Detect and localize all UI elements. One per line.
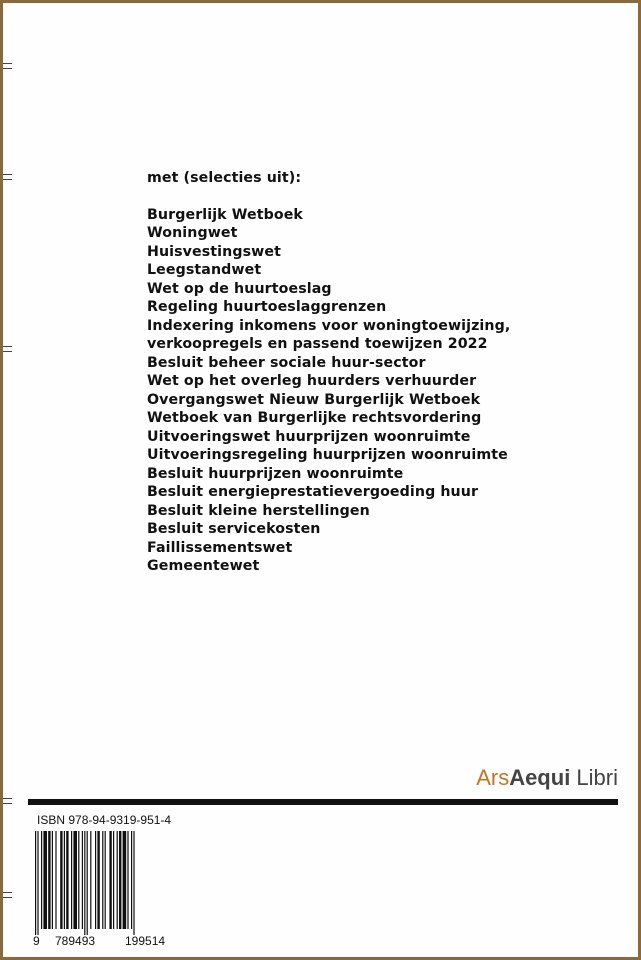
law-item: Wet op de huurtoeslag (147, 280, 332, 297)
law-item: Huisvestingswet (147, 243, 281, 260)
publisher-logo (476, 765, 618, 791)
law-item: Uitvoeringswet huurprijzen woonruimte (147, 428, 471, 445)
edge-mark (3, 798, 12, 804)
barcode-bar (113, 831, 114, 929)
barcode-first-digit: 9 (33, 934, 40, 948)
law-item: Overgangswet Nieuw Burgerlijk Wetboek (147, 391, 481, 408)
barcode-bar (37, 831, 38, 935)
law-item: Besluit kleine herstellingen (147, 502, 370, 519)
barcode (33, 831, 183, 935)
law-item: Besluit energieprestatievergoeding huur (147, 484, 479, 500)
law-item: Leegstandwet (147, 262, 262, 278)
barcode-bar (119, 831, 121, 929)
edge-mark (3, 174, 12, 180)
barcode-bar (87, 831, 88, 935)
barcode-right-group: 199514 (125, 934, 166, 948)
barcode-bar (43, 831, 47, 929)
edge-mark (3, 63, 12, 69)
barcode-bar (52, 831, 53, 929)
barcode-bar (131, 831, 132, 929)
law-item: Besluit servicekosten (147, 521, 321, 537)
barcode-left-group: 789493 (55, 934, 96, 948)
barcode-bar (102, 831, 103, 929)
law-item: Woningwet (147, 225, 238, 241)
law-item: Indexering inkomens voor woningtoewijzing, (147, 317, 511, 334)
intro-text: met (selecties uit): (147, 170, 302, 186)
barcode-bar (127, 831, 128, 929)
law-item: Besluit beheer sociale huur-sector (147, 354, 426, 371)
isbn-label: ISBN 978-94-9319-951-4 (37, 813, 172, 827)
barcode-bar (133, 831, 134, 935)
law-item: verkoopregels en passend toewijzen 2022 (147, 336, 488, 352)
barcode-bar (82, 831, 83, 929)
law-item: Burgerlijk Wetboek (147, 206, 303, 223)
barcode-bar (97, 831, 99, 929)
barcode-bar (109, 831, 111, 929)
barcode-bar (64, 831, 65, 929)
law-item: Wetboek van Burgerlijke rechtsvordering (147, 410, 482, 426)
law-item: Wet op het overleg huurders verhuurder (147, 373, 477, 389)
barcode-bar (60, 831, 62, 929)
contents-block (147, 169, 587, 576)
barcode-bar (105, 831, 106, 929)
logo-libri: Libri (570, 765, 618, 790)
divider-bar (28, 799, 618, 805)
barcode-bar (78, 831, 79, 929)
barcode-bar (35, 831, 36, 935)
law-item: Uitvoeringsregeling huurprijzen woonruimte (147, 447, 508, 463)
barcode-bar (117, 831, 118, 929)
barcode-bar (71, 831, 72, 929)
barcode-bar (73, 831, 77, 929)
barcode-bar (48, 831, 50, 929)
barcode-bar (41, 831, 42, 929)
barcode-bar (123, 831, 127, 929)
barcode-bar (84, 831, 85, 935)
law-item: Gemeentewet (147, 558, 260, 574)
barcode-bar (95, 831, 96, 929)
logo-aequi: Aequi (509, 765, 571, 790)
edge-mark (3, 892, 12, 898)
law-item: Besluit huurprijzen woonruimte (147, 465, 404, 482)
barcode-bar (66, 831, 68, 929)
law-list (147, 206, 587, 576)
barcode-bar (90, 831, 91, 929)
edge-mark (3, 346, 12, 352)
law-item: Faillissementswet (147, 539, 293, 556)
barcode-bar (55, 831, 56, 929)
logo-ars: Ars (476, 765, 510, 790)
law-item: Regeling huurtoeslaggrenzen (147, 299, 387, 315)
